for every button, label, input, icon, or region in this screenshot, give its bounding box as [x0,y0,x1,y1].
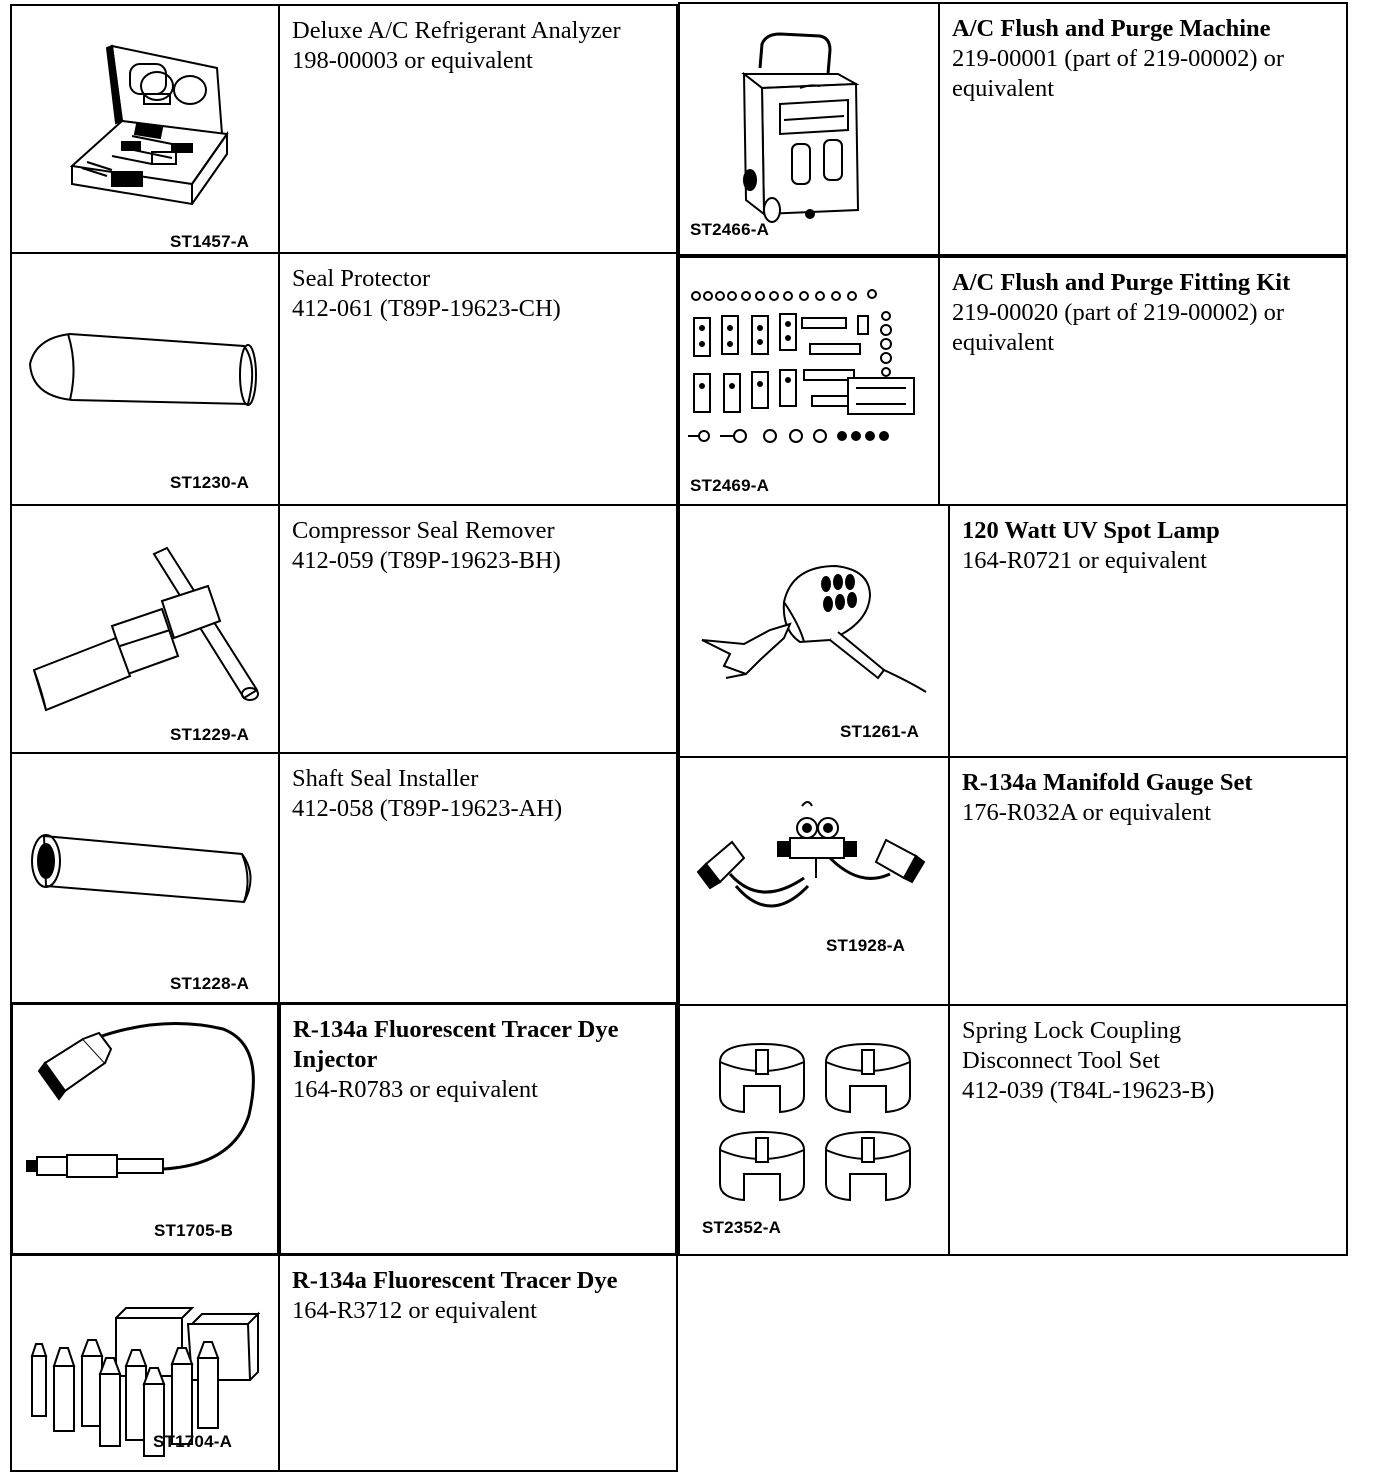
tool-part-number: 412-059 (T89P-19623-BH) [292,547,561,574]
tool-name: Seal Protector [292,265,431,292]
tool-name: A/C Flush and Purge Machine [952,15,1271,42]
tool-image-cell [678,756,950,1006]
tool-name: Shaft Seal Installer [292,765,479,792]
tool-image-cell [678,504,950,758]
tool-description [278,1254,678,1472]
tool-image-cell [10,1254,280,1472]
tool-name-continued: Injector [293,1046,378,1073]
uv-spot-lamp-icon [680,506,950,758]
tool-part-number: 219-00001 (part of 219-00002) or [952,45,1285,72]
flush-purge-machine-icon [680,4,940,256]
tracer-dye-bottles-icon [12,1256,280,1472]
compressor-seal-remover-icon [12,506,280,754]
tool-part-number: 164-R0721 or equivalent [962,547,1207,574]
tool-description [948,1004,1348,1256]
figure-code: ST1457-A [170,232,250,251]
tool-name-continued: Disconnect Tool Set [962,1047,1160,1074]
figure-code: ST1229-A [170,725,250,744]
tool-description [938,2,1348,256]
figure-code: ST1928-A [826,936,906,955]
tool-name: R-134a Manifold Gauge Set [962,769,1253,796]
tool-description [278,252,678,506]
dye-injector-icon [13,1005,280,1256]
figure-code: ST1230-A [170,473,250,492]
tool-part-number: 412-061 (T89P-19623-CH) [292,295,561,322]
tool-description [278,1002,678,1256]
tool-image-cell [678,1004,950,1256]
tool-name: A/C Flush and Purge Fitting Kit [952,269,1291,296]
fitting-kit-icon [680,258,940,506]
tool-part-number-continued: equivalent [952,329,1055,356]
tool-image-cell [678,256,940,506]
tool-part-number: 198-00003 or equivalent [292,47,533,74]
tool-name: Compressor Seal Remover [292,517,555,544]
tool-name: Spring Lock Coupling [962,1017,1182,1044]
seal-protector-icon [12,254,280,506]
tool-part-number: 412-039 (T84L-19623-B) [962,1077,1215,1104]
refrigerant-analyzer-icon [12,6,280,254]
figure-code: ST2352-A [702,1218,782,1237]
tool-image-cell [678,2,940,256]
tool-description [278,4,678,254]
tool-description [278,504,678,754]
shaft-seal-installer-icon [12,754,280,1004]
tool-part-number-continued: equivalent [952,75,1055,102]
tool-description [948,756,1348,1006]
figure-code: ST2466-A [690,220,770,239]
tool-image-cell [10,4,280,254]
tool-name: Deluxe A/C Refrigerant Analyzer [292,17,621,44]
tool-image-cell [10,252,280,506]
manifold-gauge-set-icon [680,758,950,1006]
tool-part-number: 412-058 (T89P-19623-AH) [292,795,563,822]
tool-image-cell [10,504,280,754]
tool-name: 120 Watt UV Spot Lamp [962,517,1220,544]
figure-code: ST1705-B [154,1221,234,1240]
tool-part-number: 219-00020 (part of 219-00002) or [952,299,1285,326]
tool-name: R-134a Fluorescent Tracer Dye [292,1267,618,1294]
tool-part-number: 176-R032A or equivalent [962,799,1212,826]
tool-image-cell [10,1002,280,1256]
figure-code: ST1704-A [153,1432,233,1451]
tool-part-number: 164-R3712 or equivalent [292,1297,537,1324]
tool-image-cell [10,752,280,1004]
tool-description [278,752,678,1004]
figure-code: ST1228-A [170,974,250,993]
tool-description [938,256,1348,506]
figure-code: ST1261-A [840,722,920,741]
tool-part-number: 164-R0783 or equivalent [293,1076,538,1103]
tool-name: R-134a Fluorescent Tracer Dye [293,1016,619,1043]
tool-description [948,504,1348,758]
figure-code: ST2469-A [690,476,770,495]
